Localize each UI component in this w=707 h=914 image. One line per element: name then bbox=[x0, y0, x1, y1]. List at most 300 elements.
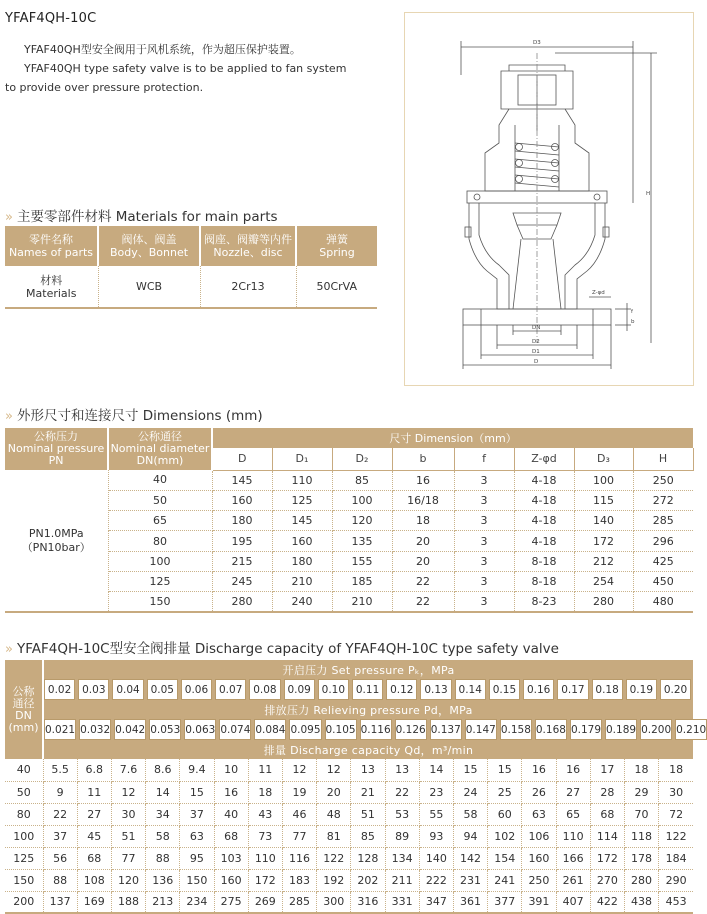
discharge-capacity-cell: 347 bbox=[419, 891, 453, 913]
dim-cell: 125 bbox=[272, 490, 332, 510]
discharge-section-title: » YFAF4QH-10C型安全阀排量 Discharge capacity of YFAF4QH-10C type safety valve bbox=[5, 641, 559, 657]
dim-cell: 140 bbox=[574, 511, 633, 531]
materials-header-parts: 零件名称 Names of parts bbox=[5, 226, 98, 266]
dim-cell: 3 bbox=[454, 531, 514, 551]
label-f: f bbox=[631, 309, 633, 315]
relieving-pressure-values-cell: 0.105 bbox=[325, 719, 357, 740]
discharge-capacity-cell: 241 bbox=[488, 869, 522, 891]
dim-cell: 100 bbox=[332, 490, 392, 510]
dim-cell: 22 bbox=[392, 592, 454, 612]
discharge-capacity-cell: 37 bbox=[180, 803, 214, 825]
relieving-pressure-values-cell: 0.147 bbox=[465, 719, 497, 740]
dim-cell: 296 bbox=[633, 531, 693, 551]
discharge-capacity-cell: 15 bbox=[180, 781, 214, 803]
dim-cell: 125 bbox=[108, 571, 212, 591]
dim-subheader: H bbox=[633, 448, 693, 470]
relieving-pressure-values-cell: 0.210 bbox=[675, 719, 707, 740]
discharge-capacity-cell: 438 bbox=[624, 891, 658, 913]
discharge-capacity-cell: 24 bbox=[453, 781, 487, 803]
discharge-capacity-cell: 108 bbox=[77, 869, 111, 891]
intro-en-line1: YFAF40QH type safety valve is to be applied to fan system bbox=[24, 62, 347, 75]
dim-cell: 195 bbox=[212, 531, 272, 551]
set-pressure-values-cell: 0.20 bbox=[660, 679, 691, 700]
relieving-pressure-values bbox=[5, 719, 693, 740]
discharge-dn-cell: 50 bbox=[5, 781, 43, 803]
discharge-capacity-cell: 46 bbox=[282, 803, 316, 825]
discharge-capacity-cell: 23 bbox=[419, 781, 453, 803]
dim-subheader: f bbox=[454, 448, 514, 470]
set-pressure-values-cell: 0.16 bbox=[523, 679, 554, 700]
dim-cell: 145 bbox=[272, 511, 332, 531]
discharge-capacity-cell: 22 bbox=[43, 803, 77, 825]
materials-row-label: 材料 Materials bbox=[5, 266, 98, 308]
set-pressure-values-cell: 0.08 bbox=[249, 679, 280, 700]
discharge-capacity-cell: 136 bbox=[146, 869, 180, 891]
dim-header-group: 尺寸 Dimension（mm） bbox=[212, 428, 693, 448]
discharge-capacity-cell: 68 bbox=[214, 825, 248, 847]
dimensions-header-row1 bbox=[5, 428, 693, 448]
relieving-pressure-values-cell: 0.179 bbox=[570, 719, 602, 740]
discharge-capacity-cell: 280 bbox=[624, 869, 658, 891]
discharge-capacity-cell: 8.6 bbox=[146, 759, 180, 781]
discharge-capacity-cell: 361 bbox=[453, 891, 487, 913]
set-pressure-values-cell: 0.15 bbox=[489, 679, 520, 700]
dim-cell: 3 bbox=[454, 511, 514, 531]
discharge-body bbox=[5, 660, 707, 913]
dim-cell: 210 bbox=[272, 571, 332, 591]
discharge-capacity-cell: 213 bbox=[146, 891, 180, 913]
valve-drawing bbox=[404, 12, 694, 386]
dim-cell: 16 bbox=[392, 470, 454, 490]
dimensions-table bbox=[5, 428, 694, 613]
discharge-capacity-cell: 128 bbox=[351, 847, 385, 869]
relieving-pressure-values-cell: 0.116 bbox=[360, 719, 392, 740]
discharge-capacity-cell: 15 bbox=[453, 759, 487, 781]
discharge-capacity-cell: 63 bbox=[180, 825, 214, 847]
discharge-capacity-cell: 95 bbox=[180, 847, 214, 869]
discharge-capacity-cell: 17 bbox=[590, 759, 624, 781]
discharge-capacity-cell: 184 bbox=[659, 847, 693, 869]
set-pressure-values-cell: 0.04 bbox=[112, 679, 143, 700]
table-row bbox=[5, 490, 693, 510]
discharge-capacity-cell: 65 bbox=[556, 803, 590, 825]
discharge-capacity-cell: 94 bbox=[453, 825, 487, 847]
discharge-capacity-cell: 89 bbox=[385, 825, 419, 847]
discharge-capacity-cell: 70 bbox=[624, 803, 658, 825]
dim-cell: 85 bbox=[332, 470, 392, 490]
label-z: Z-φd bbox=[592, 290, 605, 296]
discharge-capacity-cell: 25 bbox=[488, 781, 522, 803]
materials-header-nozzle: 阀座、阀瓣等内件 Nozzle、disc bbox=[200, 226, 296, 266]
discharge-capacity-cell: 261 bbox=[556, 869, 590, 891]
discharge-capacity-cell: 51 bbox=[111, 825, 145, 847]
discharge-capacity-cell: 22 bbox=[385, 781, 419, 803]
discharge-capacity-cell: 29 bbox=[624, 781, 658, 803]
dim-cell: 4-18 bbox=[514, 470, 574, 490]
materials-header-body: 阀体、阀盖 Body、Bonnet bbox=[98, 226, 200, 266]
discharge-capacity-cell: 18 bbox=[248, 781, 282, 803]
dim-cell: 172 bbox=[574, 531, 633, 551]
discharge-capacity-cell: 178 bbox=[624, 847, 658, 869]
table-row bbox=[5, 803, 693, 825]
discharge-capacity-cell: 73 bbox=[248, 825, 282, 847]
dim-cell: 3 bbox=[454, 470, 514, 490]
discharge-capacity-cell: 34 bbox=[146, 803, 180, 825]
materials-nozzle-value: 2Cr13 bbox=[200, 266, 296, 308]
set-pressure-values-cell: 0.07 bbox=[215, 679, 246, 700]
dim-cell: 3 bbox=[454, 551, 514, 571]
discharge-capacity-cell: 93 bbox=[419, 825, 453, 847]
label-h: H bbox=[646, 191, 651, 197]
dim-cell: 480 bbox=[633, 592, 693, 612]
discharge-capacity-cell: 192 bbox=[317, 869, 351, 891]
set-pressure-values-cell: 0.12 bbox=[386, 679, 417, 700]
discharge-capacity-cell: 453 bbox=[659, 891, 693, 913]
dimensions-body bbox=[5, 470, 693, 612]
discharge-capacity-cell: 53 bbox=[385, 803, 419, 825]
discharge-dn-cell: 100 bbox=[5, 825, 43, 847]
table-row bbox=[5, 781, 693, 803]
dim-cell: 22 bbox=[392, 571, 454, 591]
dimensions-section-title: » 外形尺寸和连接尺寸 Dimensions (mm) bbox=[5, 408, 263, 424]
set-pressure-values-cell: 0.10 bbox=[318, 679, 349, 700]
discharge-capacity-cell: 110 bbox=[556, 825, 590, 847]
dim-subheader: D₃ bbox=[574, 448, 633, 470]
set-pressure-values-cell: 0.02 bbox=[44, 679, 75, 700]
dim-cell: 450 bbox=[633, 571, 693, 591]
discharge-capacity-cell: 137 bbox=[43, 891, 77, 913]
relieving-pressure-header bbox=[5, 700, 693, 719]
dim-cell: 145 bbox=[212, 470, 272, 490]
discharge-capacity-cell: 102 bbox=[488, 825, 522, 847]
discharge-capacity-cell: 154 bbox=[488, 847, 522, 869]
discharge-capacity-cell: 150 bbox=[180, 869, 214, 891]
dim-cell: 100 bbox=[574, 470, 633, 490]
dim-cell: 8-18 bbox=[514, 571, 574, 591]
table-row bbox=[5, 511, 693, 531]
discharge-capacity-cell: 72 bbox=[659, 803, 693, 825]
capacity-header-label: 排量 Discharge capacity Qd，m³/min bbox=[43, 740, 693, 759]
discharge-dn-cell: 40 bbox=[5, 759, 43, 781]
relieving-pressure-values-cell: 0.189 bbox=[605, 719, 637, 740]
discharge-capacity-cell: 234 bbox=[180, 891, 214, 913]
dim-header-pn: 公称压力 Nominal pressure PN bbox=[5, 428, 108, 470]
dim-cell: 160 bbox=[272, 531, 332, 551]
relieving-pressure-values-cell: 0.084 bbox=[254, 719, 286, 740]
chevron-right-icon: » bbox=[5, 210, 11, 225]
set-pressure-values-cell: 0.09 bbox=[284, 679, 315, 700]
dim-subheader: D₂ bbox=[332, 448, 392, 470]
discharge-capacity-cell: 11 bbox=[77, 781, 111, 803]
discharge-capacity-cell: 114 bbox=[590, 825, 624, 847]
relieving-pressure-values-cell: 0.042 bbox=[114, 719, 146, 740]
dim-cell: 8-23 bbox=[514, 592, 574, 612]
dim-pn-cell: PN1.0MPa （PN10bar） bbox=[5, 470, 108, 612]
discharge-capacity-cell: 11 bbox=[248, 759, 282, 781]
discharge-capacity-cell: 14 bbox=[419, 759, 453, 781]
discharge-capacity-cell: 5.5 bbox=[43, 759, 77, 781]
dim-cell: 185 bbox=[332, 571, 392, 591]
discharge-capacity-cell: 30 bbox=[659, 781, 693, 803]
label-d2: D2 bbox=[532, 339, 540, 345]
discharge-capacity-cell: 110 bbox=[248, 847, 282, 869]
discharge-dn-cell: 200 bbox=[5, 891, 43, 913]
intro-cn: YFAF40QH型安全阀用于风机系统，作为超压保护装置。 bbox=[24, 43, 301, 56]
label-dn: DN bbox=[532, 325, 541, 331]
dim-subheader: D₁ bbox=[272, 448, 332, 470]
discharge-capacity-cell: 21 bbox=[351, 781, 385, 803]
discharge-capacity-cell: 26 bbox=[522, 781, 556, 803]
set-pressure-values-cell: 0.13 bbox=[420, 679, 451, 700]
discharge-capacity-cell: 269 bbox=[248, 891, 282, 913]
discharge-capacity-cell: 118 bbox=[624, 825, 658, 847]
set-pressure-values-cell: 0.18 bbox=[592, 679, 623, 700]
discharge-capacity-cell: 13 bbox=[385, 759, 419, 781]
dim-cell: 212 bbox=[574, 551, 633, 571]
relieving-pressure-values-cell: 0.158 bbox=[500, 719, 532, 740]
discharge-capacity-cell: 15 bbox=[488, 759, 522, 781]
discharge-capacity-cell: 68 bbox=[77, 847, 111, 869]
discharge-capacity-cell: 88 bbox=[43, 869, 77, 891]
dim-cell: 20 bbox=[392, 531, 454, 551]
relieving-pressure-values-cell: 0.137 bbox=[430, 719, 462, 740]
discharge-dn-cell: 125 bbox=[5, 847, 43, 869]
dim-cell: 180 bbox=[212, 511, 272, 531]
discharge-capacity-cell: 56 bbox=[43, 847, 77, 869]
discharge-capacity-cell: 331 bbox=[385, 891, 419, 913]
discharge-capacity-cell: 270 bbox=[590, 869, 624, 891]
discharge-capacity-cell: 142 bbox=[453, 847, 487, 869]
discharge-capacity-cell: 88 bbox=[146, 847, 180, 869]
dim-cell: 18 bbox=[392, 511, 454, 531]
discharge-capacity-cell: 43 bbox=[248, 803, 282, 825]
table-row bbox=[5, 847, 693, 869]
table-row bbox=[5, 759, 693, 781]
discharge-capacity-cell: 183 bbox=[282, 869, 316, 891]
discharge-capacity-cell: 37 bbox=[43, 825, 77, 847]
set-pressure-values-cell: 0.19 bbox=[626, 679, 657, 700]
discharge-capacity-cell: 77 bbox=[111, 847, 145, 869]
table-row bbox=[5, 891, 693, 913]
discharge-capacity-cell: 250 bbox=[522, 869, 556, 891]
chevron-right-icon: » bbox=[5, 409, 11, 424]
dim-cell: 50 bbox=[108, 490, 212, 510]
discharge-capacity-cell: 9.4 bbox=[180, 759, 214, 781]
set-pressure-values-cell: 0.06 bbox=[181, 679, 212, 700]
table-row bbox=[5, 531, 693, 551]
dim-cell: 272 bbox=[633, 490, 693, 510]
discharge-capacity-cell: 18 bbox=[659, 759, 693, 781]
dim-subheader: D bbox=[212, 448, 272, 470]
relieving-pressure-values-cell: 0.095 bbox=[289, 719, 321, 740]
set-pressure-header-label: 开启压力 Set pressure Pₖ，MPa bbox=[43, 660, 693, 679]
dim-cell: 245 bbox=[212, 571, 272, 591]
dim-cell: 3 bbox=[454, 592, 514, 612]
discharge-capacity-cell: 58 bbox=[146, 825, 180, 847]
discharge-capacity-cell: 231 bbox=[453, 869, 487, 891]
discharge-capacity-cell: 28 bbox=[590, 781, 624, 803]
discharge-capacity-cell: 12 bbox=[317, 759, 351, 781]
materials-header-row bbox=[5, 226, 377, 266]
dim-cell: 254 bbox=[574, 571, 633, 591]
discharge-capacity-cell: 300 bbox=[317, 891, 351, 913]
relieving-pressure-values-cell: 0.063 bbox=[184, 719, 216, 740]
discharge-capacity-cell: 58 bbox=[453, 803, 487, 825]
discharge-capacity-cell: 9 bbox=[43, 781, 77, 803]
discharge-capacity-cell: 16 bbox=[214, 781, 248, 803]
discharge-capacity-cell: 10 bbox=[214, 759, 248, 781]
dim-cell: 285 bbox=[633, 511, 693, 531]
discharge-capacity-cell: 63 bbox=[522, 803, 556, 825]
dim-cell: 160 bbox=[212, 490, 272, 510]
discharge-capacity-cell: 422 bbox=[590, 891, 624, 913]
dim-cell: 135 bbox=[332, 531, 392, 551]
dim-cell: 120 bbox=[332, 511, 392, 531]
dim-cell: 8-18 bbox=[514, 551, 574, 571]
intro-en-line2: to provide over pressure protection. bbox=[5, 81, 204, 94]
table-row bbox=[5, 551, 693, 571]
discharge-capacity-cell: 211 bbox=[385, 869, 419, 891]
discharge-capacity-cell: 7.6 bbox=[111, 759, 145, 781]
discharge-capacity-cell: 377 bbox=[488, 891, 522, 913]
relieving-pressure-values-cell: 0.021 bbox=[44, 719, 76, 740]
discharge-capacity-cell: 55 bbox=[419, 803, 453, 825]
discharge-capacity-cell: 202 bbox=[351, 869, 385, 891]
discharge-capacity-cell: 18 bbox=[624, 759, 658, 781]
label-b: b bbox=[631, 319, 635, 325]
dim-cell: 250 bbox=[633, 470, 693, 490]
discharge-capacity-cell: 12 bbox=[282, 759, 316, 781]
discharge-capacity-cell: 14 bbox=[146, 781, 180, 803]
dim-cell: 110 bbox=[272, 470, 332, 490]
discharge-capacity-cell: 19 bbox=[282, 781, 316, 803]
dim-cell: 80 bbox=[108, 531, 212, 551]
chevron-right-icon: » bbox=[5, 642, 11, 657]
discharge-capacity-cell: 391 bbox=[522, 891, 556, 913]
discharge-table bbox=[5, 660, 707, 914]
discharge-dn-cell: 150 bbox=[5, 869, 43, 891]
discharge-capacity-cell: 51 bbox=[351, 803, 385, 825]
dim-subheader: Z-φd bbox=[514, 448, 574, 470]
dim-cell: 100 bbox=[108, 551, 212, 571]
discharge-dn-cell: 80 bbox=[5, 803, 43, 825]
relieving-pressure-values-cell: 0.126 bbox=[395, 719, 427, 740]
relieving-pressure-values-cell: 0.200 bbox=[640, 719, 672, 740]
discharge-capacity-cell: 407 bbox=[556, 891, 590, 913]
dim-cell: 65 bbox=[108, 511, 212, 531]
dim-cell: 4-18 bbox=[514, 490, 574, 510]
table-row bbox=[5, 869, 693, 891]
table-row bbox=[5, 825, 693, 847]
set-pressure-values-cell: 0.11 bbox=[352, 679, 383, 700]
document-title: YFAF4QH-10C bbox=[5, 11, 97, 26]
discharge-capacity-cell: 166 bbox=[556, 847, 590, 869]
discharge-capacity-cell: 77 bbox=[282, 825, 316, 847]
dim-cell: 425 bbox=[633, 551, 693, 571]
discharge-capacity-cell: 116 bbox=[282, 847, 316, 869]
label-d: D bbox=[534, 359, 539, 365]
discharge-capacity-cell: 16 bbox=[556, 759, 590, 781]
relieving-pressure-header-label: 排放压力 Relieving pressure Pd，MPa bbox=[43, 700, 693, 719]
discharge-capacity-cell: 188 bbox=[111, 891, 145, 913]
discharge-capacity-cell: 30 bbox=[111, 803, 145, 825]
dim-cell: 4-18 bbox=[514, 531, 574, 551]
discharge-capacity-cell: 285 bbox=[282, 891, 316, 913]
set-pressure-header bbox=[5, 660, 693, 679]
discharge-capacity-cell: 6.8 bbox=[77, 759, 111, 781]
relieving-pressure-values-cell: 0.074 bbox=[219, 719, 251, 740]
discharge-capacity-cell: 160 bbox=[214, 869, 248, 891]
set-pressure-values-cell: 0.05 bbox=[147, 679, 178, 700]
materials-section-title: » 主要零部件材料 Materials for main parts bbox=[5, 209, 278, 225]
valve-cross-section-svg bbox=[405, 13, 695, 387]
materials-header-spring: 弹簧 Spring bbox=[319, 233, 355, 259]
dim-cell: 155 bbox=[332, 551, 392, 571]
dim-cell: 240 bbox=[272, 592, 332, 612]
dim-cell: 4-18 bbox=[514, 511, 574, 531]
discharge-capacity-cell: 172 bbox=[590, 847, 624, 869]
materials-row bbox=[5, 266, 377, 308]
dim-cell: 180 bbox=[272, 551, 332, 571]
discharge-capacity-cell: 48 bbox=[317, 803, 351, 825]
discharge-capacity-cell: 60 bbox=[488, 803, 522, 825]
discharge-capacity-cell: 16 bbox=[522, 759, 556, 781]
set-pressure-values bbox=[5, 679, 693, 700]
intro-text bbox=[5, 40, 385, 97]
discharge-capacity-cell: 222 bbox=[419, 869, 453, 891]
dim-cell: 16/18 bbox=[392, 490, 454, 510]
discharge-capacity-cell: 68 bbox=[590, 803, 624, 825]
dim-cell: 115 bbox=[574, 490, 633, 510]
discharge-capacity-cell: 20 bbox=[317, 781, 351, 803]
dim-subheader: b bbox=[392, 448, 454, 470]
discharge-capacity-cell: 27 bbox=[556, 781, 590, 803]
dim-cell: 3 bbox=[454, 490, 514, 510]
discharge-dn-header: 公称 通径 DN (mm) bbox=[5, 660, 43, 759]
discharge-capacity-cell: 140 bbox=[419, 847, 453, 869]
dim-cell: 3 bbox=[454, 571, 514, 591]
discharge-capacity-cell: 13 bbox=[351, 759, 385, 781]
dim-cell: 215 bbox=[212, 551, 272, 571]
dim-header-dn: 公称通径 Nominal diameter DN(mm) bbox=[108, 428, 212, 470]
dim-cell: 40 bbox=[108, 470, 212, 490]
set-pressure-values-cell: 0.14 bbox=[455, 679, 486, 700]
discharge-capacity-cell: 169 bbox=[77, 891, 111, 913]
discharge-capacity-cell: 316 bbox=[351, 891, 385, 913]
dim-cell: 210 bbox=[332, 592, 392, 612]
discharge-capacity-cell: 106 bbox=[522, 825, 556, 847]
materials-body-value: WCB bbox=[98, 266, 200, 308]
discharge-capacity-cell: 45 bbox=[77, 825, 111, 847]
dim-cell: 280 bbox=[212, 592, 272, 612]
label-d1: D1 bbox=[532, 349, 540, 355]
discharge-capacity-cell: 172 bbox=[248, 869, 282, 891]
discharge-capacity-cell: 40 bbox=[214, 803, 248, 825]
relieving-pressure-values-cell: 0.168 bbox=[535, 719, 567, 740]
discharge-capacity-cell: 12 bbox=[111, 781, 145, 803]
label-d3: D3 bbox=[533, 40, 541, 46]
dim-cell: 20 bbox=[392, 551, 454, 571]
discharge-capacity-cell: 85 bbox=[351, 825, 385, 847]
relieving-pressure-values-cell: 0.053 bbox=[149, 719, 181, 740]
discharge-capacity-cell: 160 bbox=[522, 847, 556, 869]
materials-spring-value: 50CrVA bbox=[296, 266, 377, 308]
discharge-capacity-cell: 122 bbox=[317, 847, 351, 869]
table-row bbox=[5, 592, 693, 612]
discharge-capacity-cell: 27 bbox=[77, 803, 111, 825]
set-pressure-values-cell: 0.03 bbox=[78, 679, 109, 700]
materials-table bbox=[5, 226, 377, 309]
